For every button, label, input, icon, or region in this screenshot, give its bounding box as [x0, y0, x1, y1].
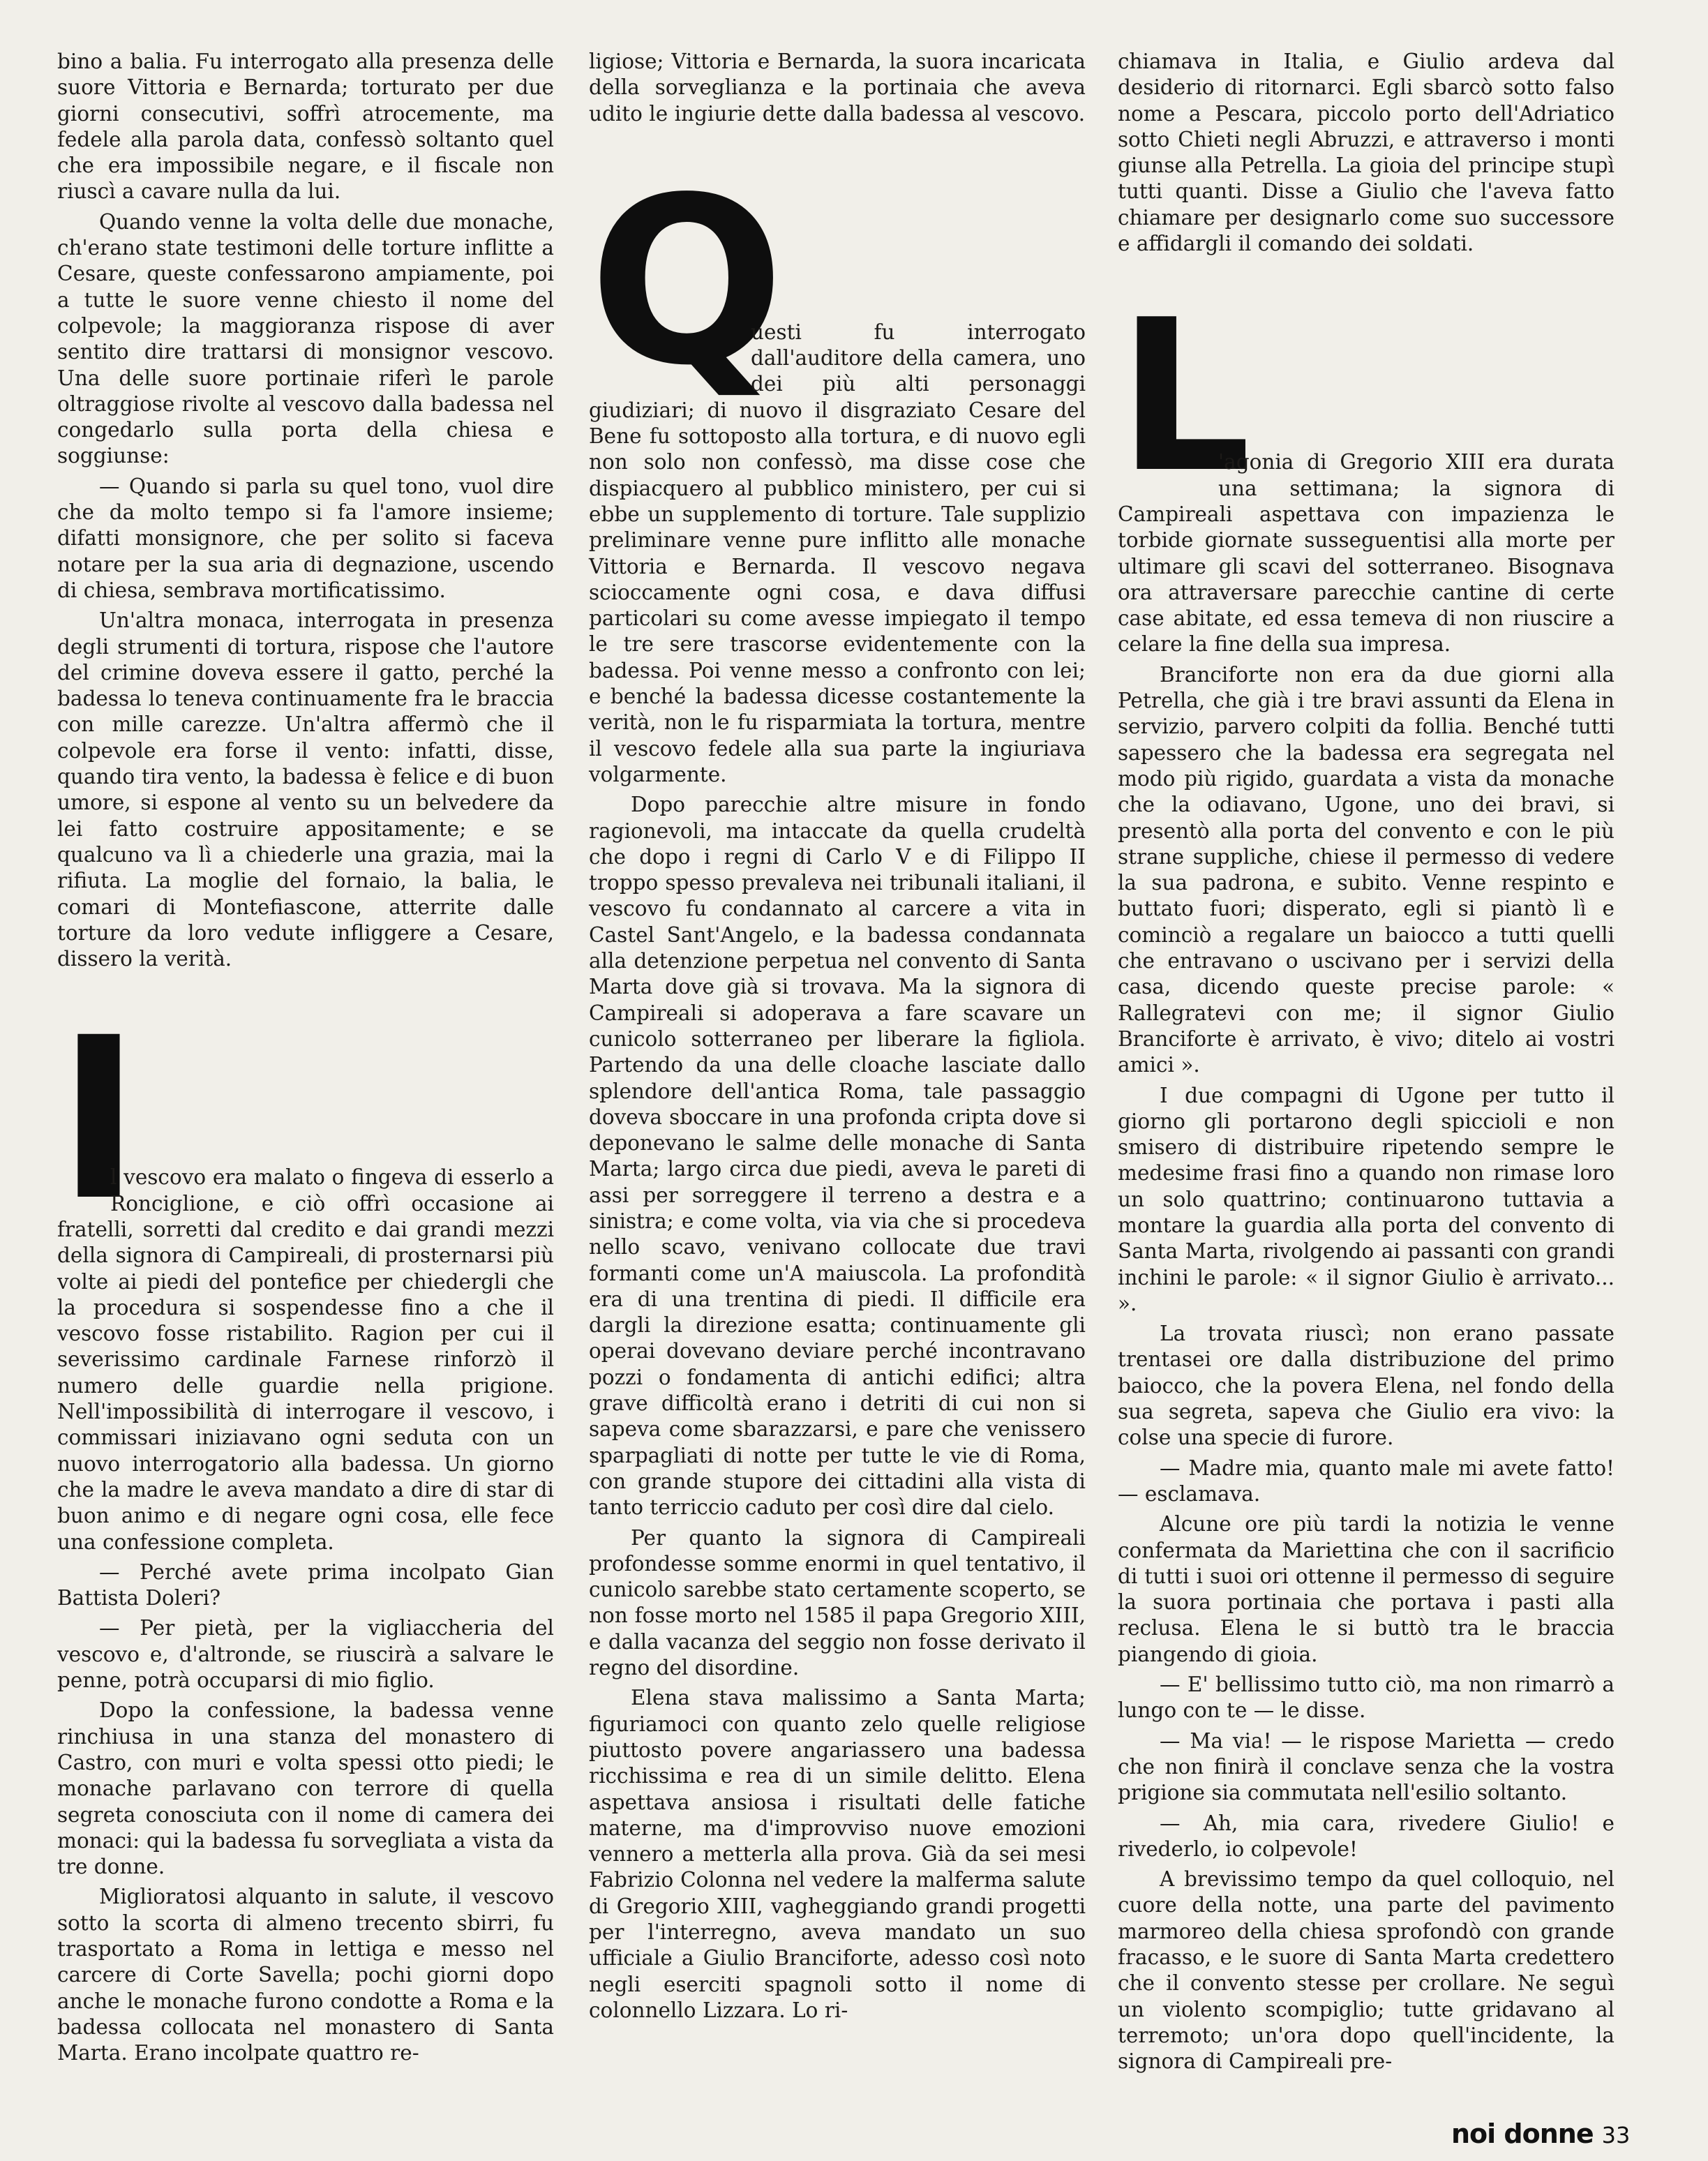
paragraph: I due compagni di Ugone per tutto il giorno gli portarono degli spiccioli e non smisero di distribuire ripetendo sempre le medesime frasi fino a quando non rimase loro un solo quattrino; continuarono tuttavia a montare la guardia alla porta del convento di Santa Marta, rivolgendo ai passanti con grandi inchini le parole: « il signor Giulio è arrivato... ».	[1118, 1083, 1615, 1315]
drop-cap-letter: L	[1118, 275, 1252, 519]
paragraph: — Per pietà, per la vigliaccheria del vescovo e, d'altronde, se riuscirà a salvare le penne, potrà occuparsi di mio figlio.	[57, 1616, 554, 1693]
drop-cap-section	[1118, 275, 1615, 657]
paragraph: Un'altra monaca, interrogata in presenza degli strumenti di tortura, rispose che l'autore del crimine doveva essere il gatto, perché la badessa lo teneva continuamente fra le braccia con mille carezze. Un'altra affermò che il colpevole era forse il vento: infatti, disse, quando tira vento, la badessa è felice e di buon umore, si espone al vento su un belvedere da lei fatto costruire appositamente; e se qualcuno va lì a chiederle una grazia, mai la rifiuta. La moglie del fornaio, la balia, le comari di Montefiascone, atterrite dalle torture da loro vedute infliggere a Cesare, dissero la verità.	[57, 608, 554, 971]
drop-cap-paragraph: 'agonia di Gregorio XIII era durata una settimana; la signora di Campireali aspettava con impazienza le torbide giornate susseguentisi alla morte per ultimare gli scavi del sotterraneo. Bisognava ora attraversare parecchie cantine di certe case abitate, ed essa temeva di non riuscire a celare la fine della sua impresa.	[1118, 450, 1615, 657]
page-footer	[1451, 2118, 1630, 2149]
drop-cap-paragraph: uesti fu interrogato dall'auditore della camera, uno dei più alti personaggi giudiziari; di nuovo il disgraziato Cesare del Bene fu sottoposto alla tortura, e di nuovo egli non solo non confessò, ma disse cose che dispiacquero al pubblico ministero, per cui si ebbe un supplemento di torture. Tale supplizio preliminare venne pure inflitto alle monache Vittoria e Bernarda. Il vescovo negava scioccamente ogni cosa, e dava diffusi particolari su come avesse impiegato il tempo le tre sere trascorse evidentemente con la badessa. Poi venne messo a confronto con lei; e benché la badessa dicesse costantemente la verità, non le fu risparmiata la tortura, mentre il vescovo fedele alla sua parte la ingiuriava volgarmente.	[589, 320, 1086, 786]
paragraph: Per quanto la signora di Campireali profondesse somme enormi in quel tentativo, il cunicolo sarebbe stato certamente scoperto, se non fosse morto nel 1585 il papa Gregorio XIII, e dalla vacanza del seggio non fosse derivato il regno del disordine.	[589, 1525, 1086, 1680]
magazine-brand: noi donne	[1451, 2118, 1594, 2149]
paragraph: Dopo la confessione, la badessa venne rinchiusa in una stanza del monastero di Castro, con muri e volta spessi otto piedi; le monache parlavano con terrore di quella segreta conosciuta con il nome di camera dei monaci: qui la badessa fu sorvegliata a vista da tre donne.	[57, 1698, 554, 1879]
drop-cap-section	[589, 147, 1086, 788]
text-column-2	[589, 49, 1086, 2028]
text-column-1	[57, 49, 554, 2070]
paragraph: La trovata riuscì; non erano passate trentasei ore dalla distribuzione del primo baiocco, che la povera Elena, nel fondo della sua segreta, sapeva che Giulio era vivo: la colse una specie di furore.	[1118, 1322, 1615, 1450]
paragraph: — Ma via! — le rispose Marietta — credo che non finirà il conclave senza che la vostra prigione sia commutata nell'esilio soltanto.	[1118, 1728, 1615, 1805]
paragraph: bino a balia. Fu interrogato alla presenza delle suore Vittoria e Bernarda; torturato per due giorni consecutivi, soffrì atrocemente, ma fedele alla parola data, confessò soltanto quel che era impossibile negare, e il fiscale non riuscì a cavare nulla da lui.	[57, 50, 554, 204]
drop-cap-letter: Q	[589, 147, 785, 416]
paragraph: — Quando si parla su quel tono, vuol dire che da molto tempo si fa l'amore insieme; difatti monsignore, che per solito si faceva notare per la sua aria di degnazione, uscendo di chiesa, sembrava mortificatissimo.	[57, 474, 554, 602]
paragraph: Alcune ore più tardi la notizia le venne confermata da Mariettina che con il sacrificio di tutti i suoi ori ottenne il permesso di seguire la suora portinaia che portava i pasti alla reclusa. Elena le si buttò tra le braccia piangendo di gioia.	[1118, 1512, 1615, 1666]
paragraph: — Perché avete prima incolpato Gian Battista Doleri?	[57, 1560, 554, 1610]
paragraph: Quando venne la volta delle due monache, ch'erano state testimoni delle torture inflitte a Cesare, queste confessarono ampiamente, poi a tutte le suore venne chiesto il nome del colpevole; la maggioranza rispose di aver sentito dire trattarsi di monsignor vescovo. Una delle suore portinaie riferì le parole oltraggiose rivolte al vescovo dalla badessa nel congedarlo sulla porta della chiesa e soggiunse:	[57, 209, 554, 468]
text-column-3	[1118, 49, 1615, 2079]
paragraph: A brevissimo tempo da quel colloquio, nel cuore della notte, una parte del pavimento marmoreo della chiesa sprofondò con grande fracasso, e le suore di Santa Marta credettero che il convento stesse per crollare. Ne seguì un violento scompiglio; tutte gridavano al terremoto; un'ora dopo quell'incidente, la signora di Campireali pre-	[1118, 1867, 1615, 2074]
paragraph: — Madre mia, quanto male mi avete fatto! — esclamava.	[1118, 1456, 1615, 1506]
paragraph: ligiose; Vittoria e Bernarda, la suora incaricata della sorveglianza e la portinaia che aveva udito le ingiurie dette dalla badessa al vescovo.	[589, 50, 1086, 126]
paragraph: Dopo parecchie altre misure in fondo ragionevoli, ma intaccate da quella crudeltà che dopo i regni di Carlo V e di Filippo II troppo spesso prevaleva nei tribunali italiani, il vescovo fu condannato al carcere a vita in Castel Sant'Angelo, e la badessa condannata alla detenzione perpetua nel convento di Santa Marta dove già si trovava. Ma la signora di Campireali si adoperava a fare scavare un cunicolo sotterraneo per liberare la figliola. Partendo da una delle cloache lasciate dallo splendore dell'antica Roma, tale passaggio doveva sboccare in una profonda cripta dove si deponevano le salme delle monache di Santa Marta; largo circa due piedi, aveva le pareti di assi per sorreggere il terreno a destra e a sinistra; e come volta, via via che si procedeva nello scavo, venivano collocate due travi formanti come un'A maiuscola. La profondità era di una trentina di piedi. Il difficile era dargli la direzione esatta; continuamente gli operai dovevano deviare perché incontravano pozzi o fondamenta di antichi edifici; altra grave difficoltà erano i detriti di cui non si sapeva come sbarazzarsi, e pare che venissero sparpagliati di notte per tutte le vie di Roma, con grande stupore dei cittadini alla vista di tanto terriccio caduto per così dire dal cielo.	[589, 793, 1086, 1520]
paragraph: — Ah, mia cara, rivedere Giulio! e rivederlo, io colpevole!	[1118, 1811, 1615, 1861]
paragraph: — E' bellissimo tutto ciò, ma non rimarrò a lungo con te — le disse.	[1118, 1673, 1615, 1723]
drop-cap-letter: I	[57, 990, 141, 1250]
drop-cap-section	[57, 990, 554, 1555]
paragraph: Miglioratosi alquanto in salute, il vescovo sotto la scorta di almeno trecento sbirri, fu trasportato a Roma in lettiga e messo nel carcere di Corte Savella; pochi giorni dopo anche le monache furono condotte a Roma e la badessa collocata nel monastero di Santa Marta. Erano incolpate quattro re-	[57, 1885, 554, 2065]
paragraph: Elena stava malissimo a Santa Marta; figuriamoci con quanto zelo quelle religiose piuttosto povere angariassero una badessa ricchissima e rea di un simile delitto. Elena aspettava ansiosa i risultati delle fatiche materne, ma d'improvviso nuove emozioni vennero a metterla alla prova. Già da sei mesi Fabrizio Colonna nel vedere la malferma salute di Gregorio XIII, vagheggiando grandi progetti per l'interregno, aveva mandato un suo ufficiale a Giulio Branciforte, adesso così noto negli eserciti spagnoli sotto il nome di colonnello Lizzara. Lo ri-	[589, 1686, 1086, 2022]
drop-cap-paragraph: l vescovo era malato o fingeva di esserlo a Ronciglione, e ciò offrì occasione ai fratelli, sorretti dal credito e dai grandi mezzi della signora di Campireali, di prosternarsi più volte ai piedi del pontefice per chiedergli che la procedura si sospendesse fino a che il vescovo fosse ristabilito. Ragion per cui il severissimo cardinale Farnese rinforzò il numero delle guardie nella prigione. Nell'impossibilità di interrogare il vescovo, i commissari iniziavano ogni seduta con un nuovo interrogatorio alla badessa. Un giorno che la madre le aveva mandato a dire di star di buon animo e di negare ogni cosa, elle fece una confessione completa.	[57, 1165, 554, 1554]
page-number: 33	[1601, 2122, 1631, 2148]
paragraph: chiamava in Italia, e Giulio ardeva dal desiderio di ritornarci. Egli sbarcò sotto falso nome a Pescara, piccolo porto dell'Adriatico sotto Chieti negli Abruzzi, e attraverso i monti giunse alla Petrella. La gioia del principe stupì tutti quanti. Disse a Giulio che l'aveva fatto chiamare per designarlo come suo successore e affidargli il comando dei soldati.	[1118, 50, 1615, 256]
paragraph: Branciforte non era da due giorni alla Petrella, che già i tre bravi assunti da Elena in servizio, parvero colpiti da follia. Benché tutti sapessero che la badessa era segregata nel modo più rigido, guardata a vista da monache che la odiavano, Ugone, uno dei bravi, si presentò alla porta del convento e con le più strane suppliche, chiese il permesso di vedere la sua padrona, e subito. Venne respinto e buttato fuori; disperato, egli si piantò lì e cominciò a regalare un baiocco a tutti quelli che entravano o uscivano per i servizi della casa, dicendo queste precise parole: « Rallegratevi con me; il signor Giulio Branciforte è arrivato, è vivo; ditelo ai vostri amici ».	[1118, 662, 1615, 1077]
